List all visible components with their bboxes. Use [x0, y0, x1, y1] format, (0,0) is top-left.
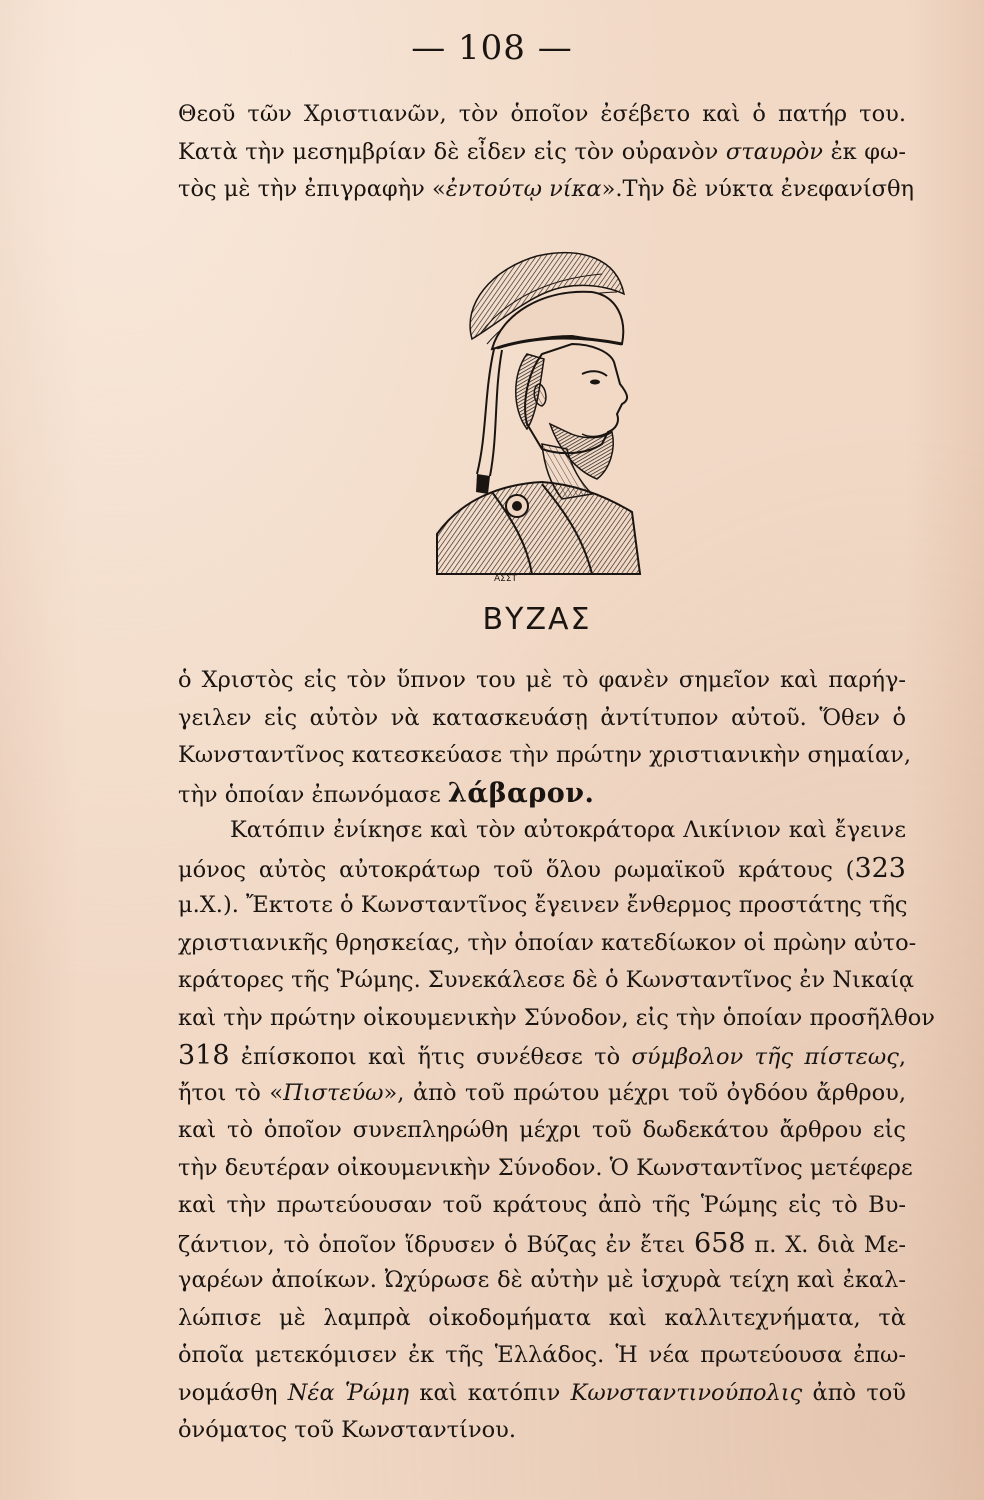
text-line: ὁποῖα μετεκόμισεν ἐκ τῆς Ἑλλάδος. Ἡ νέα πρωτεύουσα ἐπω-	[178, 1342, 906, 1368]
text-line: καὶ τὴν πρώτην οἰκουμενικὴν Σύνοδον, εἰς τὴν ὁποίαν προσῆλθον	[178, 1004, 935, 1031]
text-line: καὶ τὴν πρωτεύουσαν τοῦ κράτους ἀπὸ τῆς Ῥώμης εἰς τὸ Βυ-	[178, 1192, 906, 1218]
text-line: μόνος αὐτὸς αὐτοκράτωρ τοῦ ὅλου ρωμαϊκοῦ κράτους (323	[178, 852, 906, 884]
text-line: νομάσθη Νέα Ῥώμη καὶ κατόπιν Κωνσταντινούπολις ἀπὸ τοῦ	[178, 1379, 906, 1406]
illustration-caption: ΒΥΖΑΣ	[482, 602, 592, 637]
text-line: μ.Χ.). Ἔκτοτε ὁ Κωνσταντῖνος ἔγεινεν ἔνθερμος προστάτης τῆς	[178, 892, 908, 918]
text-line: λώπισε μὲ λαμπρὰ οἰκοδομήματα καὶ καλλιτεχνήματα, τὰ	[178, 1304, 906, 1331]
text-line: Κατόπιν ἐνίκησε καὶ τὸν αὐτοκράτορα Λικίνιον καὶ ἔγεινε	[230, 817, 906, 843]
engraver-signature: ΑΣΣΤ	[494, 574, 518, 584]
text-line: ὁ Χριστὸς εἰς τὸν ὕπνον του μὲ τὸ φανὲν σημεῖον καὶ παρήγ-	[178, 667, 906, 693]
text-block-top	[178, 96, 915, 209]
text-line: γαρέων ἀποίκων. Ὠχύρωσε δὲ αὐτὴν μὲ ἰσχυρὰ τείχη καὶ ἐκαλ-	[178, 1267, 906, 1293]
text-line: τὴν δευτέραν οἰκουμενικὴν Σύνοδον. Ὁ Κωνσταντῖνος μετέφερε	[178, 1154, 913, 1181]
text-line: κράτορες τῆς Ῥώμης. Συνεκάλεσε δὲ ὁ Κωνσταντῖνος ἐν Νικαίᾳ	[178, 967, 915, 993]
text-line: γειλεν εἰς αὐτὸν νὰ κατασκευάσῃ ἀντίτυπον αὐτοῦ. Ὅθεν ὁ	[178, 704, 906, 731]
text-line: Κωνσταντῖνος κατεσκεύασε τὴν πρώτην χριστιανικὴν σημαίαν,	[178, 742, 911, 768]
text-line: ὀνόματος τοῦ Κωνσταντίνου.	[178, 1417, 516, 1443]
text-line: Κατὰ τὴν μεσημβρίαν δὲ εἶδεν εἰς τὸν οὐρανὸν σταυρὸν ἐκ φω-	[178, 138, 906, 165]
text-line: τὸς μὲ τὴν ἐπιγραφὴν «ἐντούτῳ νίκα».Τὴν δὲ νύκτα ἐνεφανίσθη	[178, 176, 915, 202]
text-line: Θεοῦ τῶν Χριστιανῶν, τὸν ὁποῖον ἐσέβετο καὶ ὁ πατήρ του.	[178, 101, 906, 127]
text-line: ἤτοι τὸ «Πιστεύω», ἀπὸ τοῦ πρώτου μέχρι τοῦ ὀγδόου ἄρθρου,	[178, 1079, 906, 1106]
text-line: χριστιανικῆς θρησκείας, τὴν ὁποίαν κατεδίωκον οἱ πρὼην αὐτο-	[178, 929, 917, 956]
byzas-portrait-icon	[432, 244, 642, 589]
text-line: 318 ἐπίσκοποι καὶ ἥτις συνέθεσε τὸ σύμβολον τῆς πίστεως,	[178, 1040, 906, 1071]
text-line: καὶ τὸ ὁποῖον συνεπληρώθη μέχρι τοῦ δωδεκάτου ἄρθρου εἰς	[178, 1117, 906, 1143]
text-line: ζάντιον, τὸ ὁποῖον ἵδρυσεν ὁ Βύζας ἐν ἔτει 658 π. Χ. διὰ Με-	[178, 1227, 906, 1259]
text-line: τὴν ὁποίαν ἐπωνόμασε λάβαρον.	[178, 777, 595, 809]
text-block-bottom	[178, 662, 935, 1450]
page-number: — 108 —	[411, 28, 573, 68]
